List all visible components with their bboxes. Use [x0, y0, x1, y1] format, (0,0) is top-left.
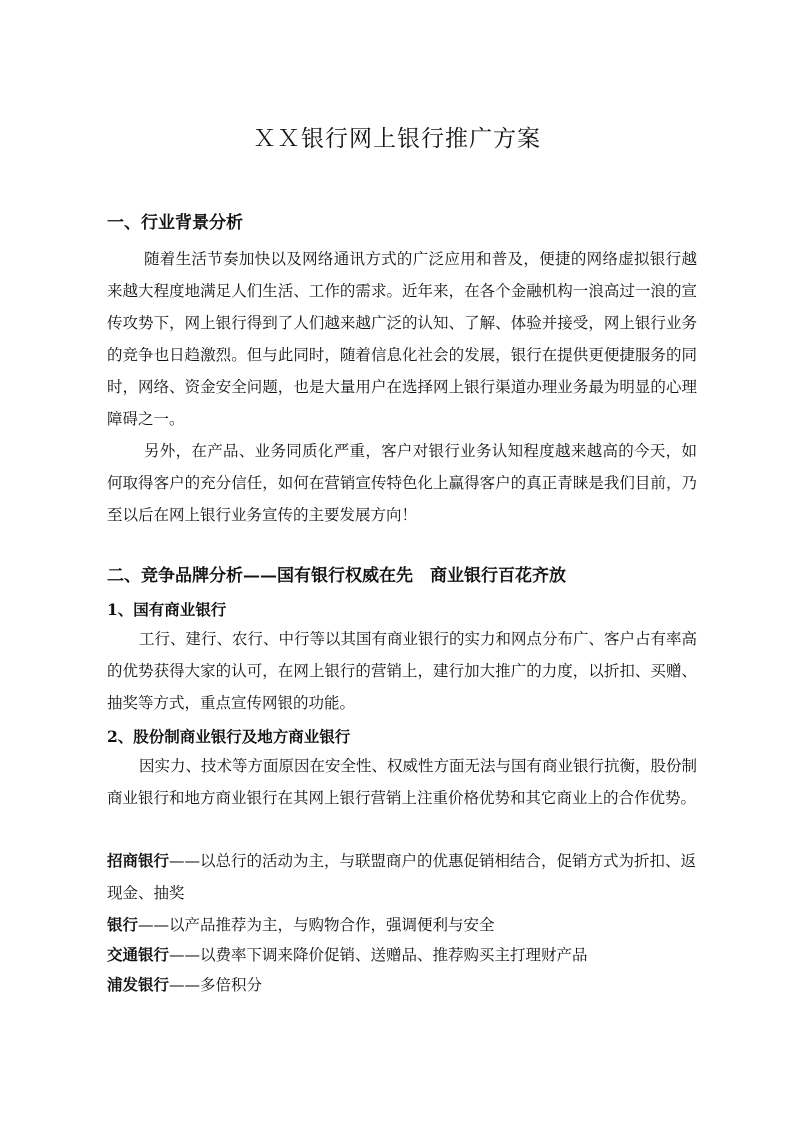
section-1-heading: 一、行业背景分析	[107, 213, 243, 233]
bank-item	[107, 939, 697, 971]
section-1-paragraph-2: 另外，在产品、业务同质化严重，客户对银行业务认知程度越来越高的今天，如何取得客户的充分信任，如何在营销宣传特色化上赢得客户的真正青睐是我们目前，乃至以后在网上银行业务宣传的主要发展方向！	[107, 442, 697, 524]
bank-name: 交通银行	[107, 945, 170, 964]
bank-item	[107, 969, 697, 1001]
bank-desc: ——多倍积分	[169, 976, 263, 994]
document-title: ＸＸ银行网上银行推广方案	[253, 126, 541, 152]
bank-desc: ——以费率下调来降价促销、送赠品、推荐购买主打理财产品	[169, 946, 588, 964]
bank-name: 招商银行	[107, 851, 170, 870]
section-2-heading: 二、竞争品牌分析——国有银行权威在先 商业银行百花齐放	[107, 566, 566, 586]
subsection-1-heading: 1、国有商业银行	[107, 600, 227, 619]
bank-desc: ——以总行的活动为主，与联盟商户的优惠促销相结合，促销方式为折扣、返现金、抽奖	[107, 852, 697, 902]
subsection-1-text: 工行、建行、农行、中行等以其国有商业银行的实力和网点分布广、客户占有率高的优势获得大家的认可，在网上银行的营销上，建行加大推广的力度，以折扣、买赠、抽奖等方式，重点宣传网银的功能。	[107, 630, 698, 712]
bank-name: 浦发银行	[107, 975, 170, 994]
bank-item	[107, 845, 697, 909]
bank-desc: ——以产品推荐为主，与购物合作，强调便利与安全	[138, 916, 495, 934]
bank-item	[107, 909, 697, 941]
section-1-paragraph-1: 随着生活节奏加快以及网络通讯方式的广泛应用和普及，便捷的网络虚拟银行越来越大程度地满足人们生活、工作的需求。近年来，在各个金融机构一浪高过一浪的宣传攻势下，网上银行得到了人们越来越广泛的认知、了解、体验并接受，网上银行业务的竞争也日趋激烈。但与此同时，随着信息化社会的发展，银行在提供更便捷服务的同时，网络、资金安全问题，也是大量用户在选择网上银行渠道办理业务最为明显的心理障碍之一。	[107, 250, 697, 428]
bank-name: 银行	[107, 915, 139, 934]
subsection-2-text: 因实力、技术等方面原因在安全性、权威性方面无法与国有商业银行抗衡，股份制商业银行和地方商业银行在其网上银行营销上注重价格优势和其它商业上的合作优势。	[107, 757, 698, 807]
subsection-2-heading: 2、股份制商业银行及地方商业银行	[107, 727, 351, 746]
